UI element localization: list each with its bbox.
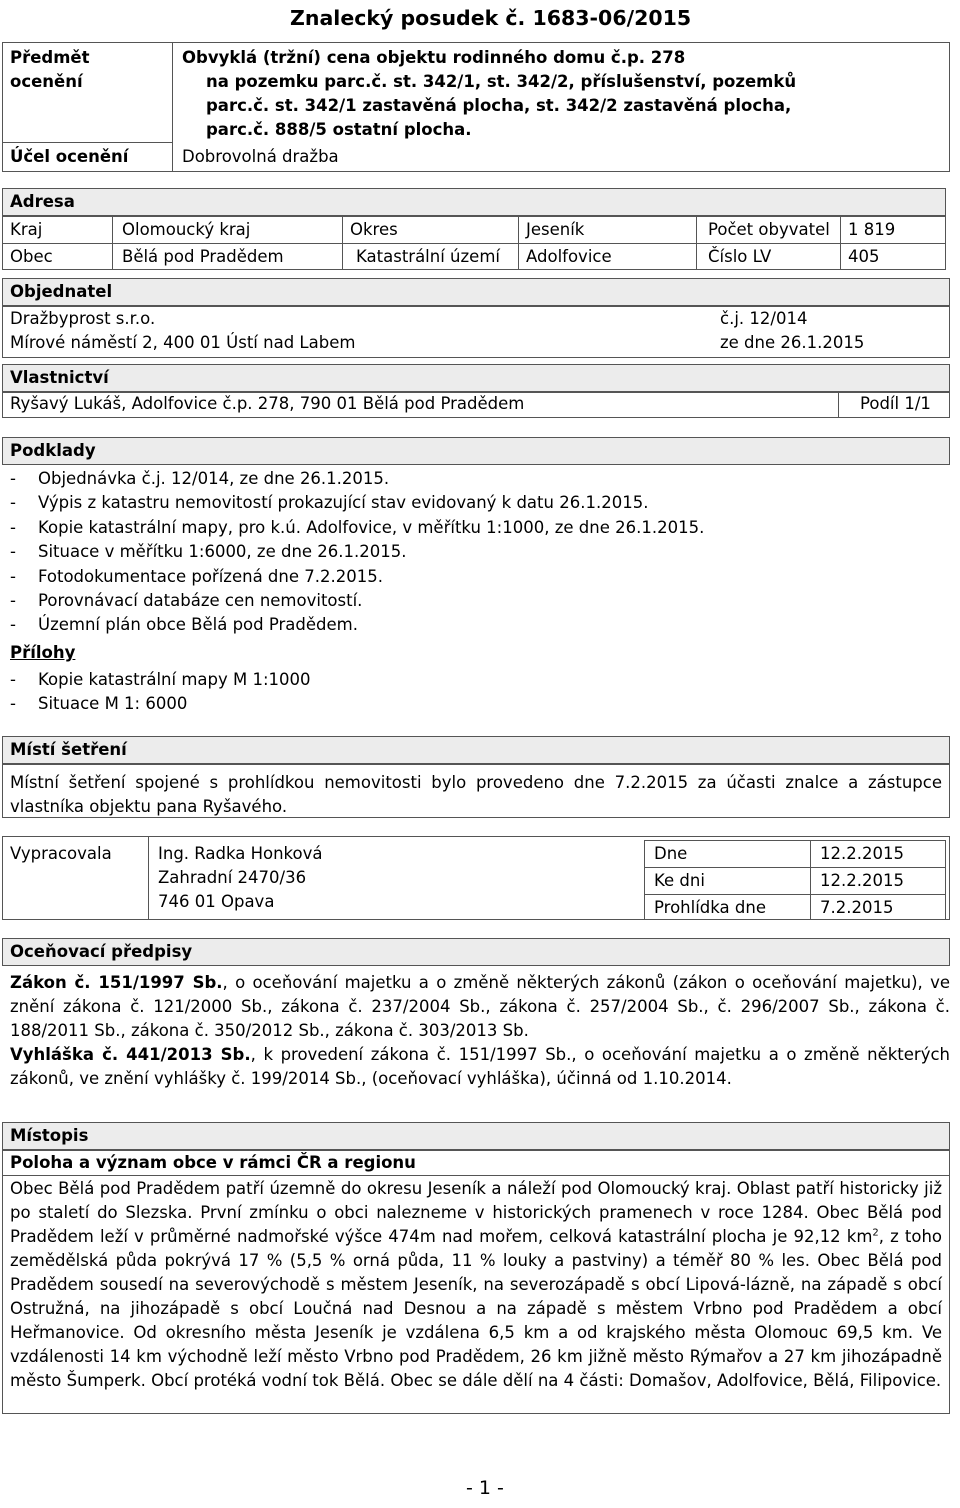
list-item	[10, 467, 704, 491]
addr-pocet-label: Počet obyvatel	[708, 220, 830, 239]
list-dash: -	[10, 566, 16, 586]
inspection-heading: Místí šetření	[10, 740, 127, 759]
list-dash: -	[10, 517, 16, 537]
list-dash: -	[10, 591, 16, 611]
podklady-item: Kopie katastrální mapy, pro k.ú. Adolfovice, v měřítku 1:1000, ze dne 26.1.2015.	[38, 517, 705, 537]
list-dash: -	[10, 542, 16, 562]
podklady-item: Územní plán obce Bělá pod Pradědem.	[38, 615, 358, 635]
prilohy-heading: Přílohy	[10, 643, 76, 662]
subject-divider	[172, 42, 173, 172]
mistopis-sub-line	[2, 1175, 950, 1176]
list-dash: -	[10, 694, 16, 714]
zakon-bold: Zákon č. 151/1997 Sb.	[10, 973, 223, 992]
list-dash: -	[10, 469, 16, 488]
author-street: Zahradní 2470/36	[158, 868, 307, 887]
addr-ku-label: Katastrální území	[356, 247, 500, 266]
author-name: Ing. Radka Honková	[158, 844, 323, 863]
orderer-date: ze dne 26.1.2015	[720, 333, 865, 352]
date-prohlidka-label: Prohlídka dne	[654, 898, 766, 917]
superscript: 2	[872, 1227, 879, 1239]
addr-obec-label: Obec	[10, 247, 53, 266]
date-kedni-value: 12.2.2015	[820, 871, 904, 890]
zakon-paragraph	[10, 971, 950, 1043]
list-item	[10, 540, 704, 564]
vyhlaska-text: , k provedení zákona č. 151/1997 Sb., o oceňování majetku a o změně některých zákonů, ve znění vyhlášky č. 199/2014 Sb., (oceňovací vyhláška), účinná od 1.10.2014.	[10, 1045, 950, 1088]
address-row-line	[2, 243, 946, 244]
podklady-list	[10, 467, 704, 638]
date-dne-label: Dne	[654, 844, 688, 863]
addr-ku-value: Adolfovice	[526, 247, 612, 266]
addr-lv-value: 405	[848, 247, 880, 266]
addr-kraj-value: Olomoucký kraj	[122, 220, 251, 239]
addr-okres-label: Okres	[350, 220, 398, 239]
vyhlaska-paragraph	[10, 1043, 950, 1091]
list-dash: -	[10, 615, 16, 635]
podklady-item: Porovnávací databáze cen nemovitostí.	[38, 591, 363, 611]
ownership-share: Podíl 1/1	[860, 394, 931, 413]
predmet-line-4: parc.č. 888/5 ostatní plocha.	[206, 120, 472, 139]
address-col-4	[696, 216, 697, 270]
podklady-heading-bar	[2, 437, 950, 465]
podklady-heading: Podklady	[10, 441, 96, 460]
date-prohlidka-value: 7.2.2015	[820, 898, 894, 917]
mistopis-subheading: Poloha a význam obce v rámci ČR a regionu	[10, 1153, 416, 1172]
list-item	[10, 668, 311, 692]
author-city: 746 01 Opava	[158, 892, 275, 911]
addr-lv-label: Číslo LV	[708, 247, 772, 266]
orderer-heading: Objednatel	[10, 282, 113, 301]
address-col-3	[518, 216, 519, 270]
prilohy-list	[10, 668, 311, 717]
address-heading-bar	[2, 188, 946, 216]
addr-okres-value: Jeseník	[526, 220, 585, 239]
list-item	[10, 613, 704, 637]
podklady-item: Objednávka č.j. 12/014, ze dne 26.1.2015.	[38, 469, 390, 488]
mistopis-text-b: , z toho zemědělská půda pokrývá 17 % (5,5 % orná půda, 11 % louky a pastviny) a téměř 80 % les. Obec Bělá pod Pradědem sousedí na severovýchodě s městem Jeseník, na severozápadě s obcí Lipová-lázně, na západě s obcí Ostružná, na jihozápadě s obcí Loučná nad Desnou a na západě s městem Vrbno pod Pradědem a obcí Heřmanovice. Od okresního města Jeseník je vzdálena 6,5 km a od krajského města Olomouc 69,5 km. Ve vzdálenosti 14 km východně leží město Vrbno pod Pradědem, 26 km jižně město Rýmařov a 27 km jihozápadně město Šumperk. Obcí protéká vodní tok Bělá. Obec se dále dělí na 4 části: Domašov, Adolfovice, Bělá, Filipovice.	[10, 1227, 943, 1390]
label-predmet: Předmět ocenění	[10, 48, 90, 91]
ownership-owner: Ryšavý Lukáš, Adolfovice č.p. 278, 790 01 Bělá pod Pradědem	[10, 394, 525, 413]
dates-col-line	[810, 840, 811, 920]
document-title: Znalecký posudek č. 1683-06/2015	[290, 6, 692, 30]
vyhlaska-bold: Vyhláška č. 441/2013 Sb.	[10, 1045, 251, 1064]
ownership-heading-bar	[2, 364, 950, 392]
address-col-2	[342, 216, 343, 270]
regulations-text	[10, 971, 950, 1091]
predmet-line-1: Obvyklá (tržní) cena objektu rodinného domu č.p. 278	[182, 48, 686, 67]
predmet-line-2: na pozemku parc.č. st. 342/1, st. 342/2, příslušenství, pozemků	[206, 72, 797, 91]
subject-row-line	[2, 142, 172, 143]
ownership-heading: Vlastnictví	[10, 368, 109, 387]
label-ucel: Účel ocenění	[10, 147, 129, 166]
list-item	[10, 589, 704, 613]
addr-pocet-value: 1 819	[848, 220, 896, 239]
author-divider	[148, 836, 149, 920]
addr-kraj-label: Kraj	[10, 220, 43, 239]
orderer-heading-bar	[2, 278, 950, 306]
list-item	[10, 516, 704, 540]
zakon-text: , o oceňování majetku a o změně některých zákonů (zákon o oceňování majetku), ve znění zákona č. 121/2000 Sb., zákona č. 237/2004 Sb., zákona č. 257/2004 Sb., č. 296/2007 Sb., zákona č. 188/2011 Sb., zákona č. 350/2012 Sb., zákona č. 303/2013 Sb.	[10, 973, 950, 1040]
address-heading: Adresa	[10, 192, 75, 211]
mistopis-text	[10, 1177, 942, 1393]
list-item	[10, 491, 704, 515]
mistopis-heading: Místopis	[10, 1126, 89, 1145]
inspection-heading-bar	[2, 736, 950, 764]
list-item	[10, 692, 311, 716]
orderer-cj: č.j. 12/014	[720, 309, 808, 328]
address-col-5	[840, 216, 841, 270]
addr-obec-value: Bělá pod Pradědem	[122, 247, 284, 266]
orderer-name: Dražbyprost s.r.o.	[10, 309, 156, 328]
page-number: - 1 -	[466, 1477, 504, 1499]
date-kedni-label: Ke dni	[654, 871, 705, 890]
list-dash: -	[10, 670, 16, 689]
prilohy-item: Kopie katastrální mapy M 1:1000	[38, 670, 311, 689]
regulations-heading: Oceňovací předpisy	[10, 942, 193, 961]
dates-row-line-2	[644, 894, 946, 895]
author-label: Vypracovala	[10, 844, 112, 863]
address-col-1	[112, 216, 113, 270]
podklady-item: Výpis z katastru nemovitostí prokazující stav evidovaný k datu 26.1.2015.	[38, 493, 649, 513]
list-item	[10, 565, 704, 589]
dates-row-line-1	[644, 867, 946, 868]
ucel-value: Dobrovolná dražba	[182, 147, 339, 166]
podklady-item: Fotodokumentace pořízená dne 7.2.2015.	[38, 566, 383, 586]
prilohy-item: Situace M 1: 6000	[38, 694, 188, 714]
mistopis-text-a: Obec Bělá pod Pradědem patří územně do okresu Jeseník a náleží pod Olomoucký kraj. Oblast patří historicky již po staletí do Slezska. První zmínku o obci nalezneme v historických pramenech v roce 1284. Obec Bělá pod Pradědem leží v průměrné nadmořské výšce 474m nad mořem, celková katastrální plocha je 92,12 km	[10, 1179, 942, 1246]
ownership-divider	[838, 392, 839, 418]
list-dash: -	[10, 493, 16, 513]
podklady-item: Situace v měřítku 1:6000, ze dne 26.1.2015.	[38, 542, 407, 562]
date-dne-value: 12.2.2015	[820, 844, 904, 863]
inspection-text: Místní šetření spojené s prohlídkou nemovitosti bylo provedeno dne 7.2.2015 za účasti znalce a zástupce vlastníka objektu pana Ryšavého.	[10, 773, 942, 816]
mistopis-heading-bar	[2, 1122, 950, 1150]
orderer-address: Mírové náměstí 2, 400 01 Ústí nad Labem	[10, 333, 356, 352]
predmet-line-3: parc.č. st. 342/1 zastavěná plocha, st. 342/2 zastavěná plocha,	[206, 96, 792, 115]
